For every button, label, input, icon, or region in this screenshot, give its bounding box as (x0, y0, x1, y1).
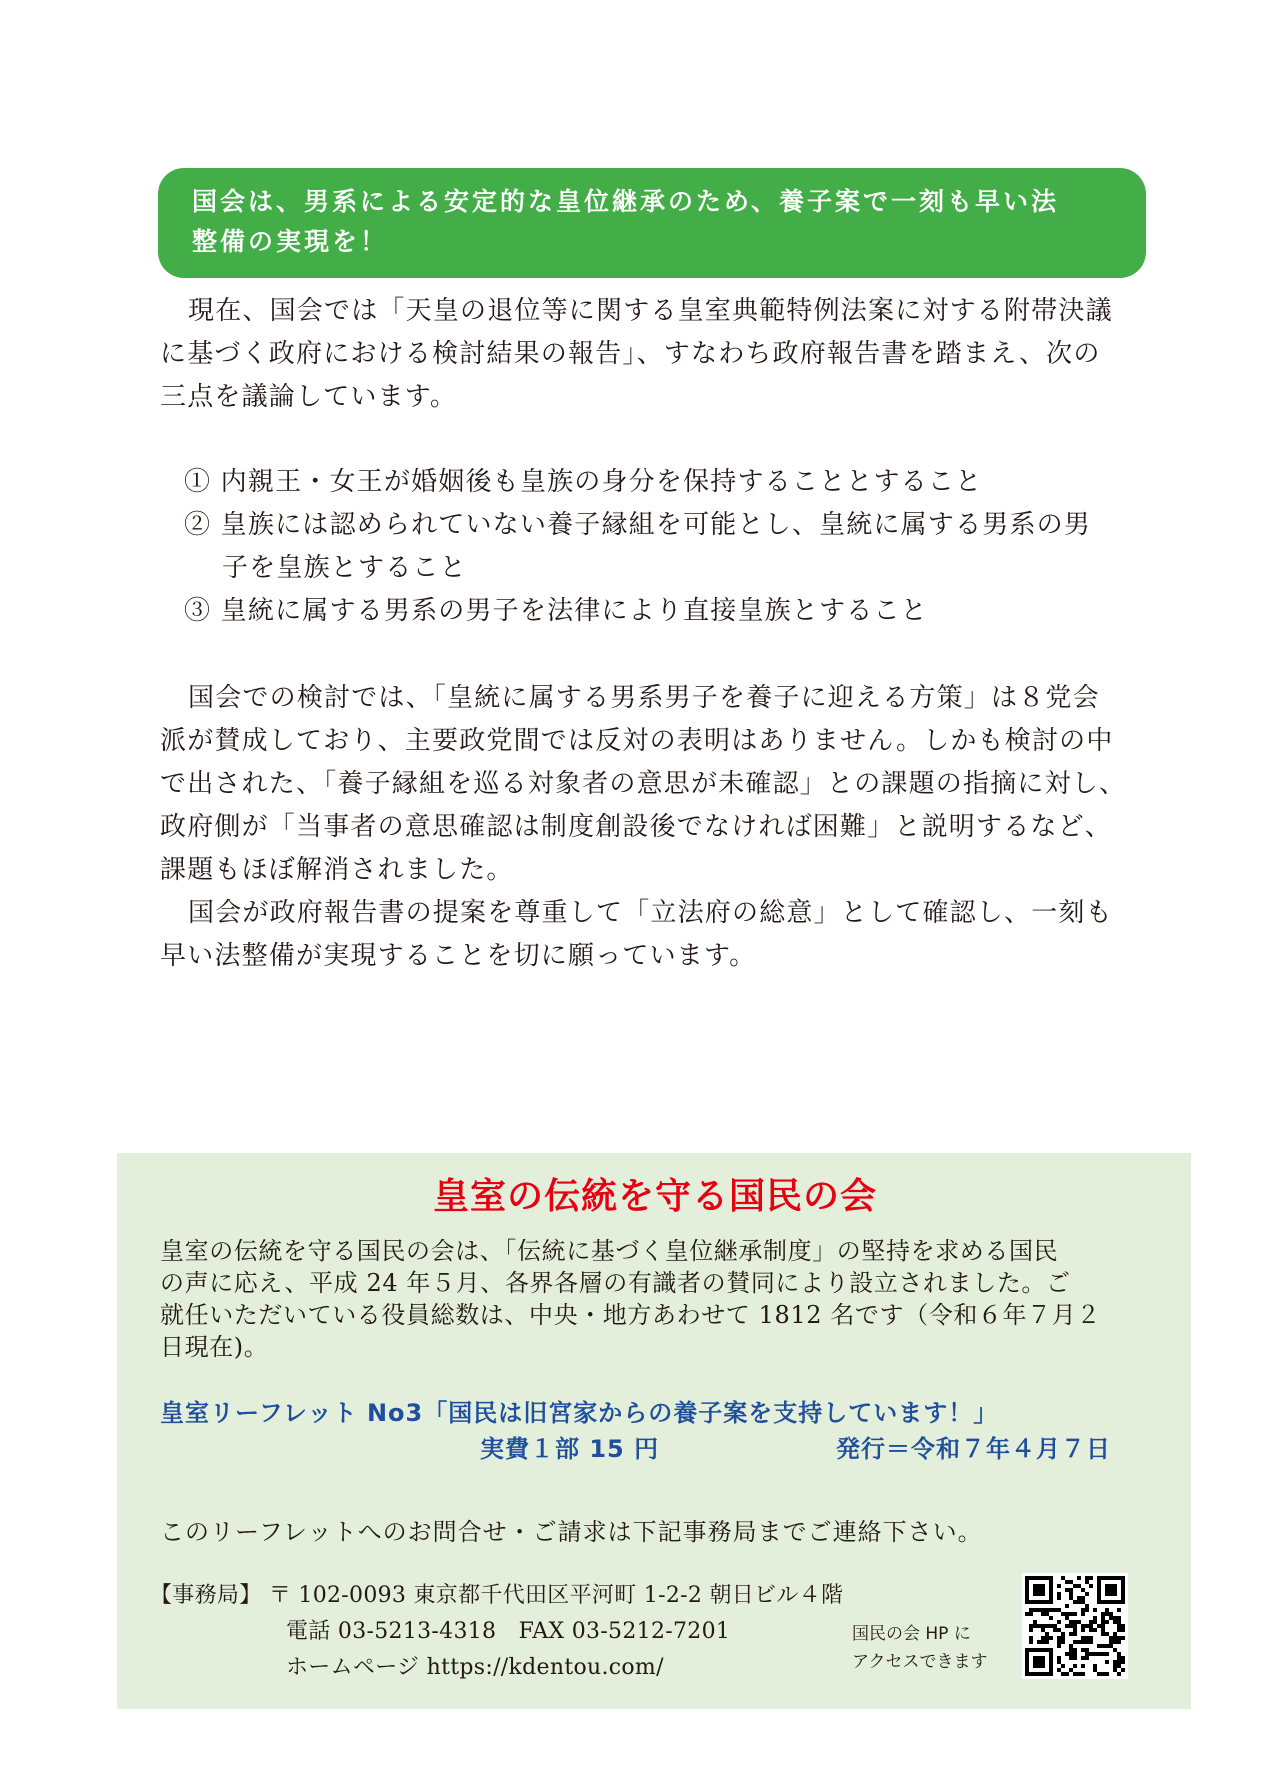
office-phone-fax: 電話 03-5213-4318 FAX 03-5212-7201 (286, 1619, 731, 1644)
point-marker: ① (184, 467, 212, 497)
discussion-line: 国会での検討では、「皇統に属する男系男子を養子に迎える方策」は８党会 (188, 683, 1100, 713)
point-marker: ③ (184, 596, 212, 626)
leaflet-issue-date: 発行＝令和７年４月７日 (836, 1435, 1111, 1463)
intro-line: 三点を議論しています。 (160, 382, 458, 412)
office-contact (150, 1578, 950, 1686)
point-text: 皇族には認められていない養子縁組を可能とし、皇統に属する男系の男 (220, 510, 1092, 540)
organization-description (160, 1235, 1160, 1363)
point-text-continued: 子を皇族とすること (222, 553, 467, 583)
discussion-line: で出された、「養子縁組を巡る対象者の意思が未確認」との課題の指摘に対し、 (160, 769, 1127, 799)
homepage-note-line: アクセスできます (852, 1652, 988, 1672)
homepage-note-line: 国民の会 HP に (852, 1624, 971, 1644)
qr-code-graphic (1022, 1573, 1128, 1679)
discussion-paragraph (160, 677, 1150, 978)
headline-line-1: 国会は、男系による安定的な皇位継承のため、養子案で一刻も早い法 (192, 187, 1060, 216)
intro-line: に基づく政府における検討結果の報告」、すなわち政府報告書を踏まえ、次の (160, 339, 1101, 369)
homepage-note (852, 1620, 1032, 1676)
office-homepage[interactable]: ホームページ https://kdentou.com/ (286, 1655, 664, 1680)
office-address: 〒 102-0093 東京都千代田区平河町 1-2-2 朝日ビル４階 (268, 1583, 844, 1608)
discussion-line: 早い法整備が実現することを切に願っています。 (160, 941, 757, 971)
discussion-line: 政府側が「当事者の意思確認は制度創設後でなければ困難」と説明するなど、 (160, 812, 1113, 842)
description-line: 就任いただいている役員総数は、中央・地方あわせて 1812 名です（令和６年７月２ (160, 1301, 1101, 1329)
headline-banner (158, 168, 1146, 278)
leaflet-info (160, 1395, 1160, 1467)
office-address-line (150, 1578, 950, 1614)
discussion-line: 国会が政府報告書の提案を尊重して「立法府の総意」として確認し、一刻も (188, 898, 1113, 928)
point-item-1 (160, 461, 1150, 504)
organization-title: 皇室の伝統を守る国民の会 (432, 1175, 877, 1217)
leaflet-price: 実費１部 15 円 (480, 1435, 660, 1463)
discussion-points-list (160, 461, 1150, 633)
point-text: 内親王・女王が婚姻後も皇族の身分を保持することとすること (220, 467, 983, 497)
headline-line-2: 整備の実現を！ (192, 227, 389, 256)
point-text: 皇統に属する男系の男子を法律により直接皇族とすること (220, 596, 928, 626)
inquiry-note: このリーフレットへのお問合せ・ご請求は下記事務局までご連絡下さい。 (160, 1518, 983, 1546)
point-item-2 (160, 504, 1150, 547)
description-line: の声に応え、平成 24 年５月、各界各層の有識者の賛同により設立されました。ご (160, 1269, 1071, 1297)
description-line: 日現在)。 (160, 1333, 269, 1361)
intro-line: 現在、国会では「天皇の退位等に関する皇室典範特例法案に対する附帯決議 (188, 296, 1113, 326)
qr-code-icon[interactable] (1022, 1573, 1128, 1679)
description-line: 皇室の伝統を守る国民の会は、「伝統に基づく皇位継承制度」の堅持を求める国民 (160, 1237, 1059, 1265)
discussion-line: 派が賛成しており、主要政党間では反対の表明はありません。しかも検討の中 (160, 726, 1114, 756)
office-label: 【事務局】 (150, 1583, 262, 1608)
leaflet-title: 皇室リーフレット No3「国民は旧宮家からの養子案を支持しています！」 (160, 1399, 999, 1427)
point-item-3 (160, 590, 1150, 633)
discussion-line: 課題もほぼ解消されました。 (160, 855, 514, 885)
point-marker: ② (184, 510, 212, 540)
intro-paragraph (160, 290, 1150, 419)
